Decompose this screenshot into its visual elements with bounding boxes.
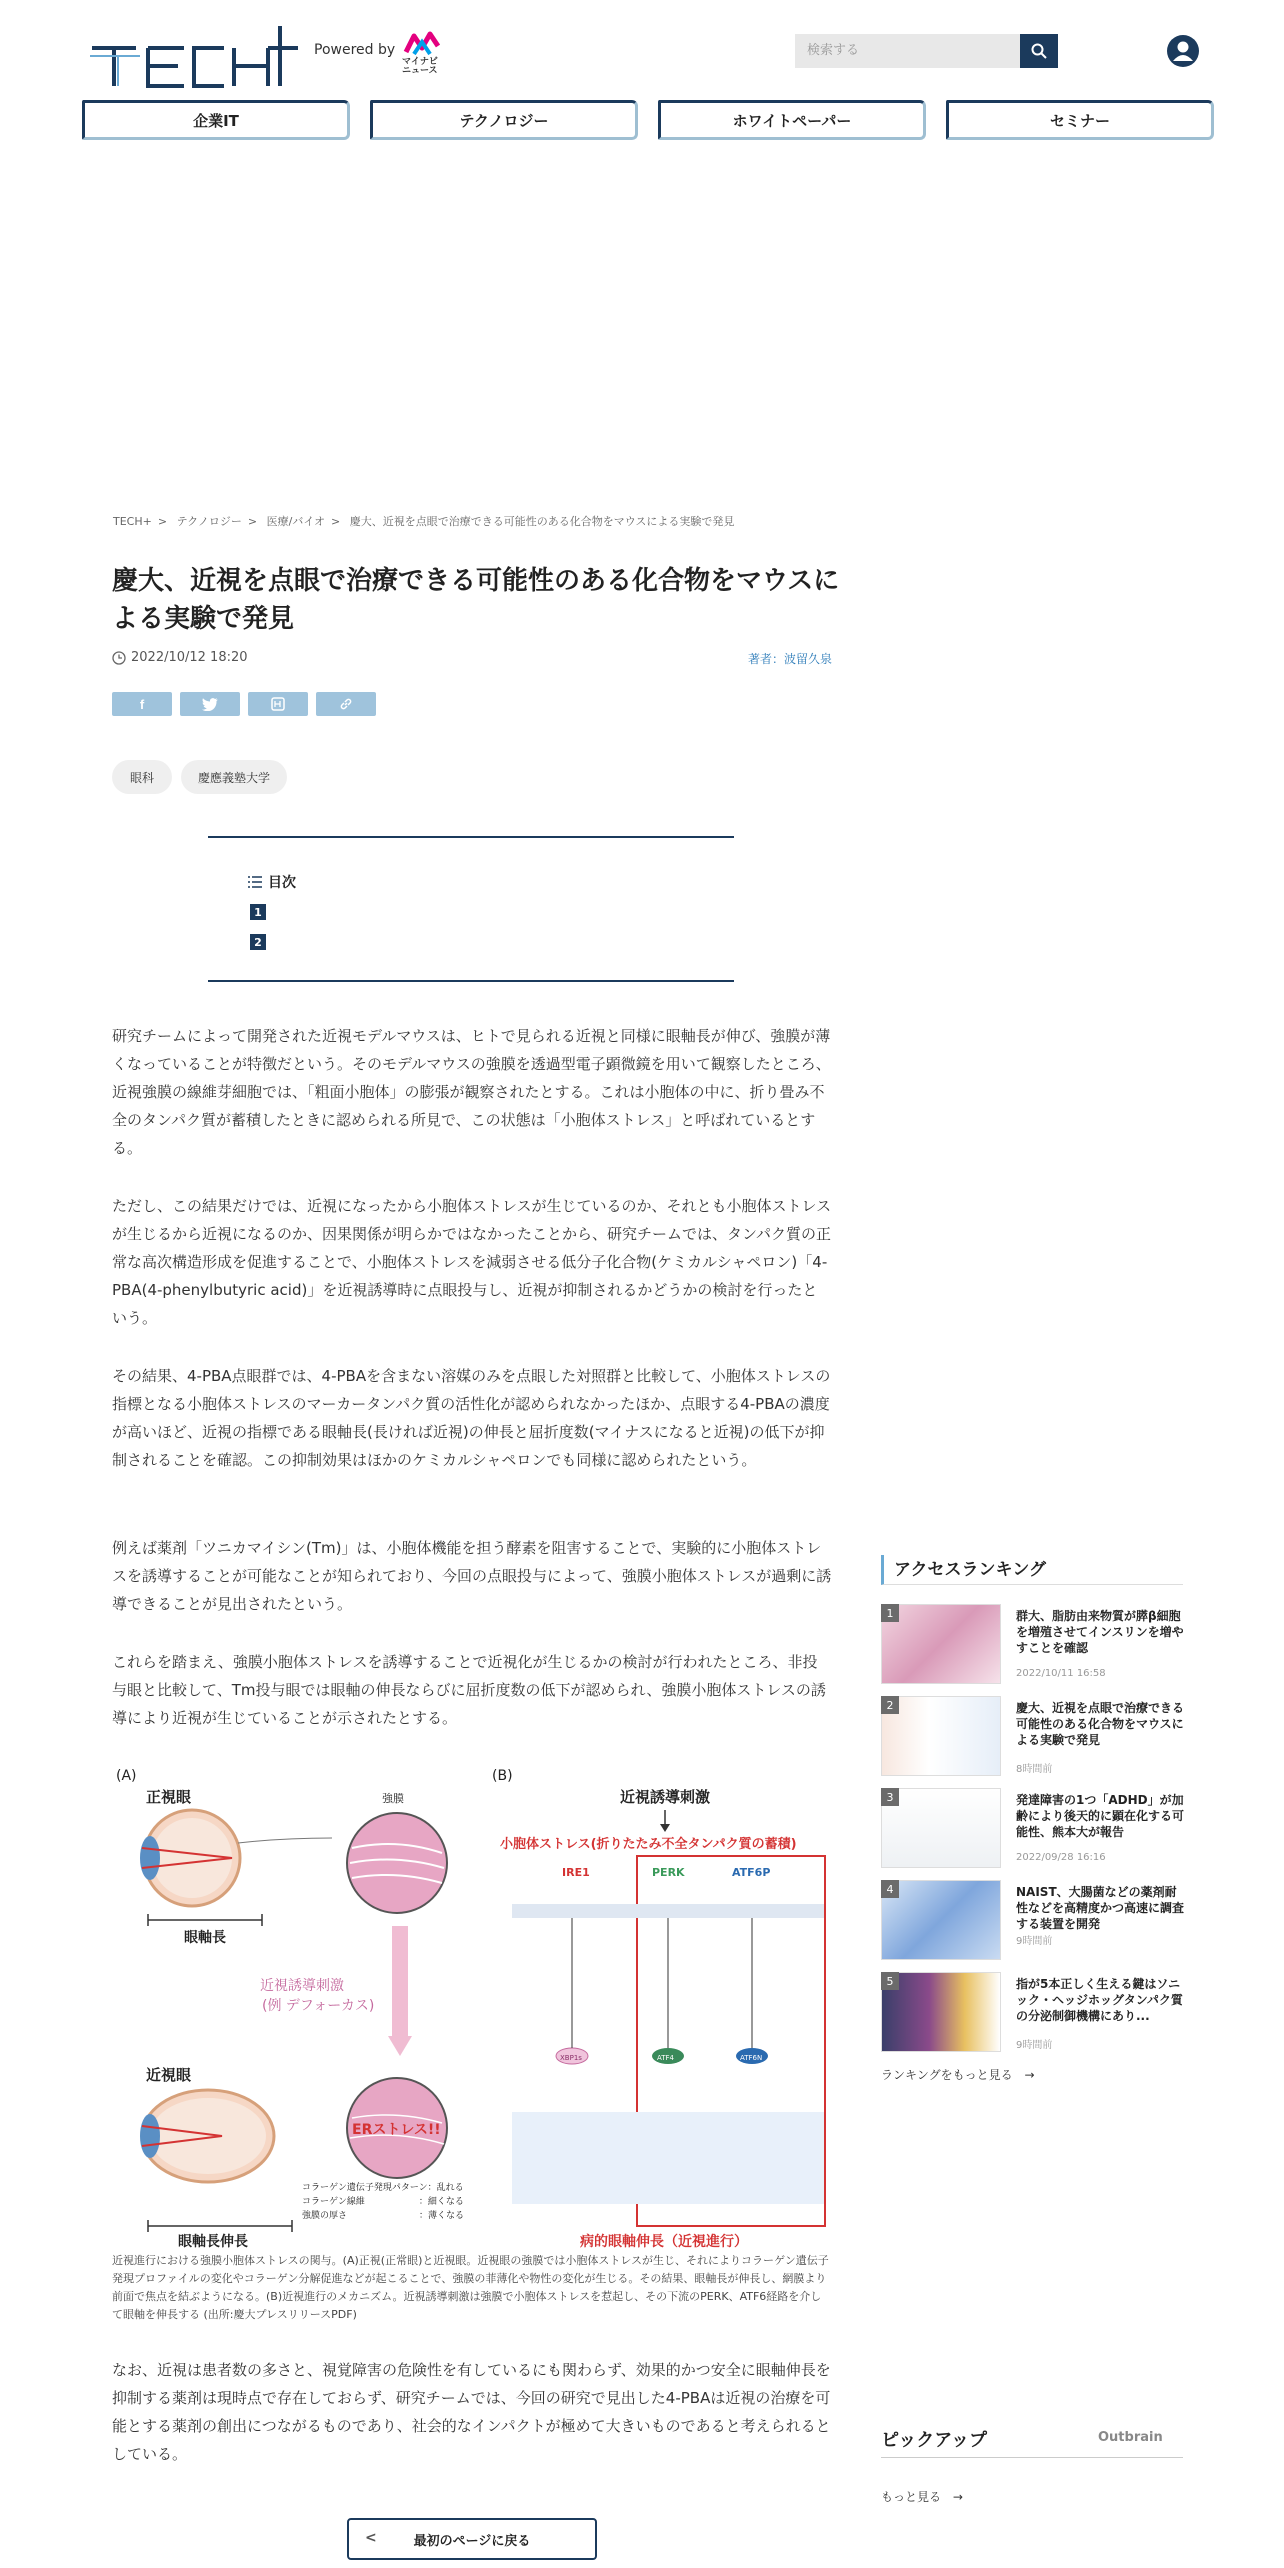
fig-ire1: IRE1 [562, 1866, 590, 1879]
nav-item-seminar[interactable]: セミナー [946, 100, 1214, 140]
ranking-thumbnail [881, 1880, 1001, 1960]
ranking-item[interactable] [881, 1604, 1183, 1684]
fig-b-stimulus-label: 近視誘導刺激 [620, 1788, 711, 1806]
ranking-time: 2022/10/11 16:58 [1016, 1668, 1106, 1679]
fig-normal-eye-label: 正視眼 [146, 1788, 192, 1806]
twitter-icon [202, 698, 218, 711]
article-paragraph: ただし、この結果だけでは、近視になったから小胞体ストレスが生じているのか、それとも小胞体ストレスが生じるから近視になるのか、因果関係が明らかではなかったことから、研究チームでは、タンパク質の正常な高次構造形成を促進することで、小胞体ストレスを減弱させる低分子化合物(ケミカルシャペロン)「4-PBA(4-phenylbutyric acid)」を近視誘導時に点眼投与し、近視が抑制されるかどうかの検討を行ったという。 [112, 1197, 832, 1327]
fig-atf6n-node: ATF6N [740, 2054, 763, 2062]
share-hatena-button[interactable] [248, 692, 308, 716]
ranking-thumbnail [881, 1788, 1001, 1868]
facebook-icon: f [139, 696, 145, 712]
search-button[interactable] [1020, 34, 1058, 68]
date-text: 2022/10/12 18:20 [131, 650, 248, 665]
fig-atf4-node: ATF4 [657, 2054, 675, 2062]
tag-keio-university[interactable]: 慶應義塾大学 [181, 760, 287, 794]
fig-stimulus-example: (例 デフォーカス) [262, 1998, 375, 2014]
ranking-title: 発達障害の1つ「ADHD」が加齢により後天的に顕在化する可能性、熊本大が報告 [1016, 1793, 1185, 1839]
nav-item-technology[interactable]: テクノロジー [370, 100, 638, 140]
breadcrumb: TECH+ > テクノロジー > 医療/バイオ > 慶大、近視を点眼で治療できる可能性のある化合物をマウスによる実験で発見 [113, 515, 735, 528]
ranking-time: 8時間前 [1016, 1764, 1053, 1775]
pickup-more-link[interactable] [881, 2488, 963, 2505]
article-paragraph: 例えば薬剤「ツニカマイシン(Tm)」は、小胞体機能を担う酵素を阻害することで、実験的に小胞体ストレスを誘導することが可能なことが知られており、今回の点眼投与によって、強膜小胞体ストレスが過剰に誘導できることが見出されたという。 [112, 1539, 832, 1613]
powered-by-text: Powered by [314, 42, 396, 58]
fig-pathological-label: 病的眼軸伸長（近視進行） [580, 2234, 748, 2248]
fig-xbp1s-node: XBP1s [560, 2054, 582, 2062]
ranking-item[interactable] [881, 1972, 1183, 2052]
ranking-thumbnail [881, 1972, 1001, 2052]
nav-item-whitepaper[interactable]: ホワイトペーパー [658, 100, 926, 140]
search-icon [1031, 43, 1047, 59]
ranking-title: 指が5本正しく生える鍵はソニック・ヘッジホッグタンパク質の分泌制御機構にあり... [1016, 1977, 1183, 2023]
fig-atf6p: ATF6P [732, 1866, 771, 1879]
access-ranking-heading: アクセスランキング [881, 1555, 1183, 1585]
normal-eye-illustration [140, 1810, 332, 1906]
article-paragraph: 研究チームによって開発された近視モデルマウスは、ヒトで見られる近視と同様に眼軸長が伸び、強膜が薄くなっていることが特徴だという。そのモデルマウスの強膜を透過型電子顕微鏡を用いて観察したところ、近視強膜の線維芽細胞では、「粗面小胞体」の膨張が観察されたとする。これは小胞体の中に、折り畳み不全のタンパク質が蓄積したときに認められる所見で、この状態は「小胞体ストレス」と呼ばれているとする。 [112, 1027, 831, 1157]
fig-axial-elongation-label: 眼軸長伸長 [178, 2234, 248, 2248]
fig-er-stress-full: 小胞体ストレス(折りたたみ不全タンパク質の蓄積) [500, 1837, 797, 1852]
article-paragraph: その結果、4-PBA点眼群では、4-PBAを含まない溶媒のみを点眼した対照群と比較して、小胞体ストレスの指標となる小胞体ストレスのマーカータンパク質の活性化が認められなかったほか、点眼する4-PBAの濃度が高いほど、近視の指標である眼軸長(長ければ近視)の伸長と屈折度数(マイナスになると近視)の低下が抑制されることを確認。この抑制効果はほかのケミカルシャペロンでも同様に認められたという。 [112, 1367, 831, 1469]
author-link[interactable]: 著者：波留久泉 [748, 652, 833, 666]
mynavi-label: マイナビ ニュース [402, 57, 438, 76]
mynavi-news-logo[interactable] [402, 28, 446, 76]
breadcrumb-current: 慶大、近視を点眼で治療できる可能性のある化合物をマウスによる実験で発見 [349, 515, 735, 528]
sclera-zoom-normal [347, 1813, 447, 1913]
toc-item-1[interactable]: 1 [250, 904, 266, 920]
toc-title-text: 目次 [268, 875, 296, 891]
user-account-icon[interactable] [1166, 34, 1200, 68]
ranking-item[interactable] [881, 1696, 1183, 1776]
fig-sclera-label: 強膜 [382, 1792, 404, 1805]
article-figure [112, 1758, 832, 2248]
techplus-logo[interactable] [90, 16, 300, 88]
fig-panel-a-label: (A) [116, 1768, 137, 1784]
toc-title [248, 872, 296, 892]
fig-panel-b-label: (B) [492, 1768, 513, 1784]
arrow-right-icon: → [1024, 2068, 1035, 2082]
copy-link-button[interactable] [316, 692, 376, 716]
fig-membrane [512, 1904, 824, 1918]
pickup-heading: ピックアップ [881, 2424, 1183, 2458]
ranking-time: 2022/09/28 16:16 [1016, 1852, 1106, 1863]
article-title: 慶大、近視を点眼で治療できる可能性のある化合物をマウスによる実験で発見 [112, 566, 840, 634]
ranking-title: NAIST、大腸菌などの薬剤耐性などを高精度かつ高速に調査する装置を開発 [1016, 1885, 1185, 1931]
breadcrumb-home[interactable]: TECH+ [113, 515, 152, 528]
fig-sclera-thickness: 強膜の厚さ ：薄くなる [302, 2211, 465, 2221]
fig-stimulus-label: 近視誘導刺激 [260, 1978, 344, 1994]
ranking-item[interactable] [881, 1788, 1183, 1868]
article-paragraph: これらを踏まえ、強膜小胞体ストレスを誘導することで近視化が生じるかの検討が行われたところ、非投与眼と比較して、Tm投与眼では眼軸の伸長ならびに屈折度数の低下が認められ、強膜小胞体ストレスの誘導により近視が生じていることが示されたとする。 [112, 1653, 826, 1727]
ranking-thumbnail [881, 1696, 1001, 1776]
fig-er-stress-label: ERストレス!! [352, 2122, 441, 2138]
article-paragraph: なお、近視は患者数の多さと、視覚障害の危険性を有しているにも関わらず、効果的かつ安全に眼軸伸長を抑制する薬剤は現時点で存在しておらず、研究チームでは、今回の研究で見出した4-PBAは近視の治療を可能とする薬剤の創出につながるものであり、社会的なインパクトが極めて大きいものであると考えられるとしている。 [112, 2361, 831, 2463]
outbrain-logo[interactable]: Outbrain [1098, 2430, 1163, 2445]
share-facebook-button[interactable] [112, 692, 172, 716]
chevron-left-icon: < [365, 2530, 377, 2546]
figure-caption: 近視進行における強膜小胞体ストレスの関与。(A)正視(正常眼)と近視眼。近視眼の強膜では小胞体ストレスが生じ、それによりコラーゲン遺伝子発現プロファイルの変化やコラーゲン分解促進などが起こることで、強膜の菲薄化や物性の変化が生じる。その結果、眼軸長が伸長し、網膜より前面で焦点を結ぶようになる。(B)近視進行のメカニズム。近視誘導刺激は強膜で小胞体ストレスを惹起し、その下流のPERK、ATF6経路を介して眼軸を伸長する (出所:慶大プレスリリースPDF) [112, 2254, 829, 2321]
breadcrumb-medical-bio[interactable]: 医療/バイオ [266, 515, 326, 528]
link-icon [339, 697, 353, 711]
breadcrumb-technology[interactable]: テクノロジー [176, 515, 242, 528]
list-icon [248, 876, 262, 888]
share-twitter-button[interactable] [180, 692, 240, 716]
clock-icon [112, 651, 126, 665]
arrow-right-icon: → [952, 2490, 963, 2504]
fig-collagen-fiber: コラーゲン線維 ：細くなる [302, 2197, 464, 2207]
article-date [112, 650, 248, 665]
fig-nucleus [512, 2112, 824, 2204]
search-input[interactable]: 検索する [795, 34, 1020, 68]
ranking-item[interactable] [881, 1880, 1183, 1960]
ranking-number: 5 [881, 1972, 899, 1990]
pickup-more-label: もっと見る [881, 2490, 942, 2504]
fig-collagen-pattern: コラーゲン遺伝子発現パターン：乱れる [302, 2183, 464, 2193]
ranking-more-label: ランキングをもっと見る [881, 2068, 1013, 2082]
table-of-contents [208, 836, 734, 982]
ranking-title: 群大、脂肪由来物質が膵β細胞を増殖させてインスリンを増やすことを確認 [1016, 1609, 1184, 1655]
ranking-number: 1 [881, 1604, 899, 1622]
ranking-number: 2 [881, 1696, 899, 1714]
ranking-number: 3 [881, 1788, 899, 1806]
ranking-time: 9時間前 [1016, 1936, 1053, 1947]
ranking-thumbnail [881, 1604, 1001, 1684]
nav-item-enterprise-it[interactable]: 企業IT [82, 100, 350, 140]
hatena-bookmark-icon [271, 697, 285, 711]
site-header [0, 0, 1284, 96]
ranking-more-link[interactable] [881, 2066, 1035, 2083]
fig-perk: PERK [652, 1866, 685, 1879]
ranking-time: 9時間前 [1016, 2040, 1053, 2051]
toc-item-2[interactable]: 2 [250, 934, 266, 950]
fig-myopic-eye-label: 近視眼 [146, 2066, 192, 2084]
fig-axial-length-label: 眼軸長 [184, 1930, 226, 1946]
mynavi-logo-icon [402, 28, 446, 58]
tag-ophthalmology[interactable]: 眼科 [112, 760, 172, 794]
ranking-title: 慶大、近視を点眼で治療できる可能性のある化合物をマウスによる実験で発見 [1016, 1701, 1185, 1747]
back-button-label: 最初のページに戻る [413, 2533, 531, 2549]
back-to-first-page-button[interactable] [347, 2518, 597, 2560]
myopic-eye-illustration [140, 2090, 274, 2182]
main-nav [82, 100, 1202, 142]
ranking-number: 4 [881, 1880, 899, 1898]
